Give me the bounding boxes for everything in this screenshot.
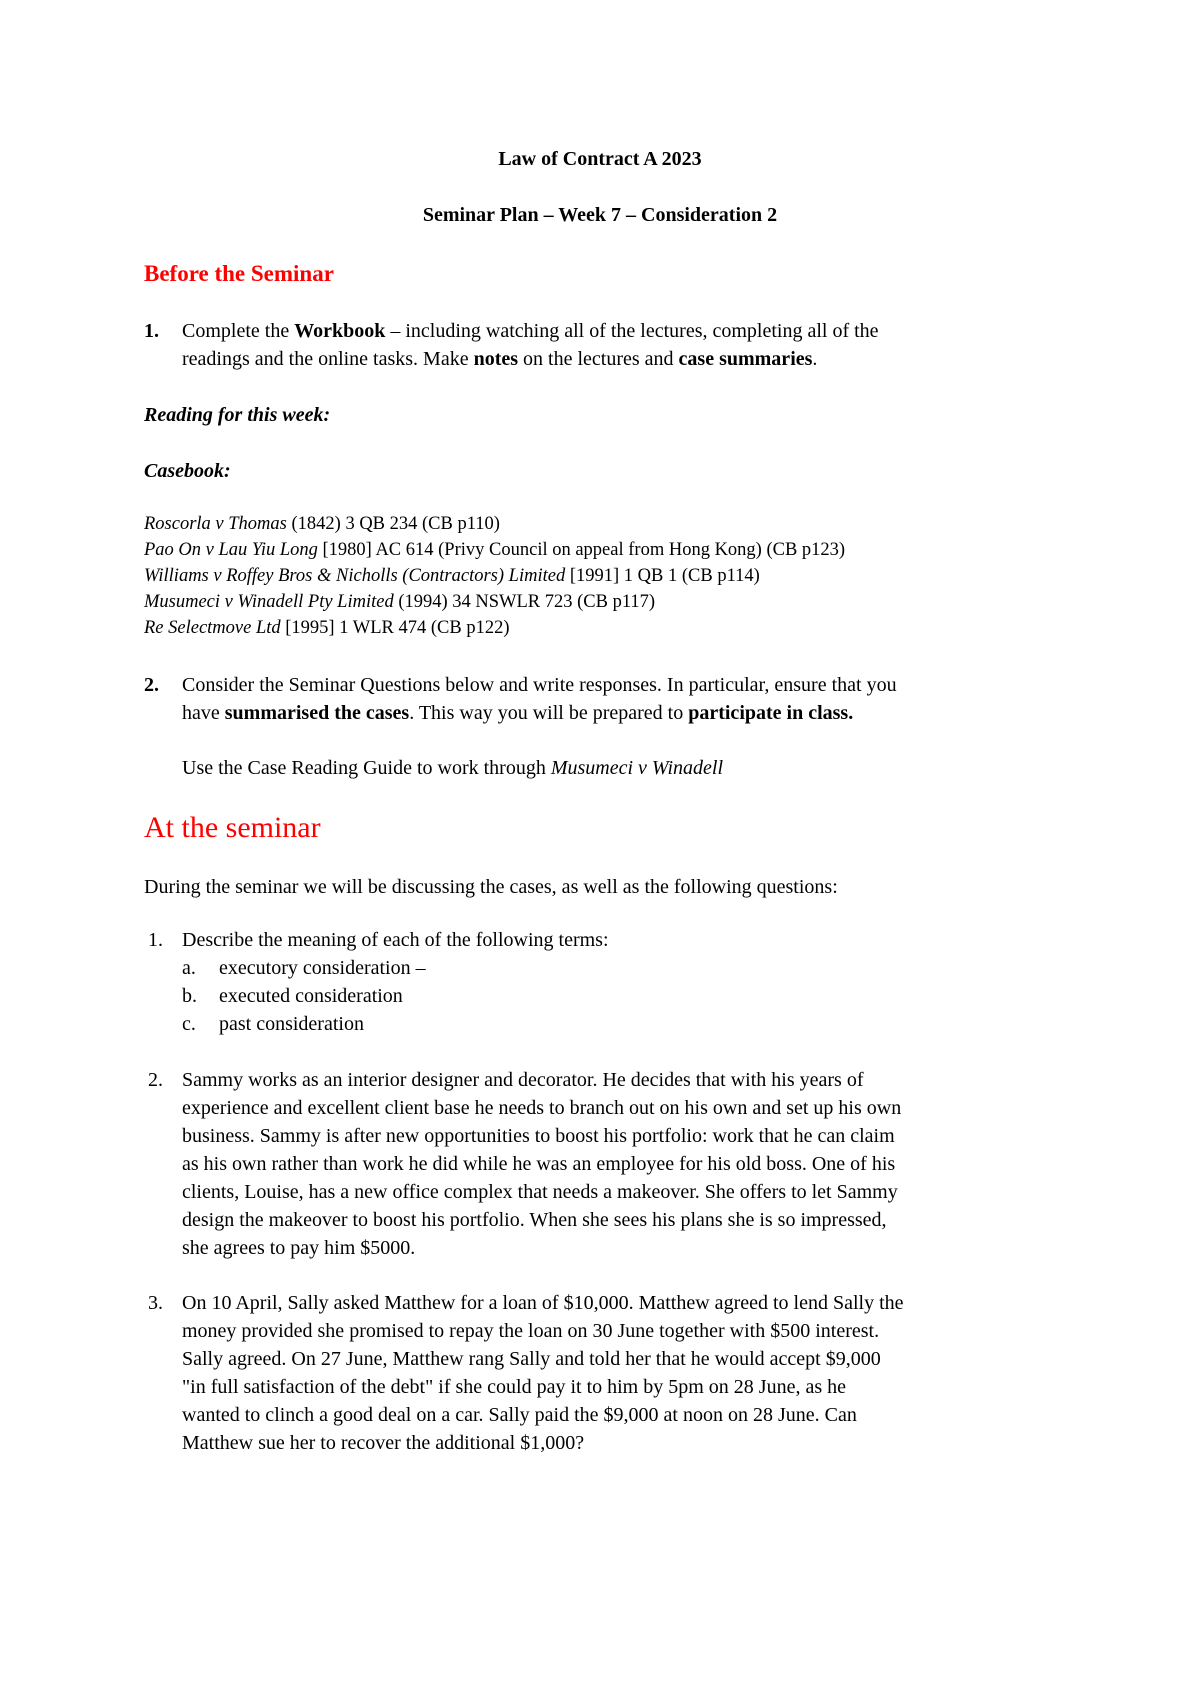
- question-2-line: as his own rather than work he did while he was an employee for his old boss. One of his: [182, 1153, 896, 1175]
- text-segment: .: [812, 348, 818, 370]
- sub-item-label: a.: [182, 957, 196, 979]
- case-name: Williams v Roffey Bros & Nicholls (Contractors) Limited: [144, 566, 566, 586]
- sub-item-text: executed consideration: [219, 985, 403, 1007]
- case-citation: [1980] AC 614 (Privy Council on appeal from Hong Kong) (CB p123): [317, 540, 846, 560]
- case-citation: (1842) 3 QB 234 (CB p110): [286, 514, 500, 534]
- case-item: [144, 592, 655, 613]
- question-2-line: design the makeover to boost his portfolio. When she sees his plans she is so impressed,: [182, 1209, 887, 1231]
- question-2-line: she agrees to pay him $5000.: [182, 1237, 416, 1259]
- case-item: [144, 514, 500, 535]
- sub-item-label: b.: [182, 985, 197, 1007]
- before-item-2-line-1: Consider the Seminar Questions below and write responses. In particular, ensure that you: [182, 674, 897, 696]
- case-name: Roscorla v Thomas: [144, 514, 287, 534]
- question-2-line: business. Sammy is after new opportunities to boost his portfolio: work that he can claim: [182, 1125, 895, 1147]
- before-item-2-number: 2.: [144, 674, 159, 696]
- case-name: Musumeci v Winadell: [550, 757, 724, 779]
- before-seminar-heading: Before the Seminar: [144, 261, 334, 286]
- summarised-cases-text: summarised the cases: [224, 702, 410, 724]
- document-title: Law of Contract A 2023: [498, 148, 702, 170]
- before-item-1-line-2: [182, 348, 817, 371]
- question-3-line: On 10 April, Sally asked Matthew for a loan of $10,000. Matthew agreed to lend Sally the: [182, 1292, 904, 1314]
- question-3-line: "in full satisfaction of the debt" if she could pay it to him by 5pm on 28 June, as he: [182, 1376, 846, 1398]
- notes-text: notes: [473, 348, 519, 370]
- before-item-2-line-2: [182, 702, 853, 725]
- sub-item-text: past consideration: [219, 1013, 364, 1035]
- workbook-text: Workbook: [294, 320, 386, 342]
- case-item: [144, 618, 509, 639]
- sub-item-label: c.: [182, 1013, 196, 1035]
- sub-item-text: executory consideration –: [219, 957, 426, 979]
- casebook-heading: Casebook:: [144, 460, 231, 482]
- before-item-1-line-1: [182, 320, 879, 343]
- case-name: Pao On v Lau Yiu Long: [144, 540, 318, 560]
- case-name: Musumeci v Winadell Pty Limited: [144, 592, 394, 612]
- question-3-number: 3.: [148, 1292, 163, 1314]
- text-segment: – including watching all of the lectures, completing all of the: [385, 320, 879, 342]
- question-1-number: 1.: [148, 929, 163, 951]
- question-2-line: experience and excellent client base he needs to branch out on his own and set up his own: [182, 1097, 902, 1119]
- participate-text: participate in class.: [688, 702, 854, 724]
- question-3-line: money provided she promised to repay the loan on 30 June together with $500 interest.: [182, 1320, 880, 1342]
- text-segment: . This way you will be prepared to: [409, 702, 689, 724]
- question-1-text: Describe the meaning of each of the following terms:: [182, 929, 609, 951]
- case-citation: (1994) 34 NSWLR 723 (CB p117): [393, 592, 656, 612]
- reading-heading: Reading for this week:: [144, 404, 331, 426]
- text-segment: on the lectures and: [518, 348, 679, 370]
- question-3-line: wanted to clinch a good deal on a car. Sally paid the $9,000 at noon on 28 June. Can: [182, 1404, 857, 1426]
- at-seminar-intro: During the seminar we will be discussing the cases, as well as the following questions:: [144, 876, 838, 898]
- case-name: Re Selectmove Ltd: [144, 618, 281, 638]
- text-segment: Complete the: [182, 320, 295, 342]
- case-item: [144, 540, 845, 561]
- question-2-line: clients, Louise, has a new office complex that needs a makeover. She offers to let Sammy: [182, 1181, 898, 1203]
- case-summaries-text: case summaries: [678, 348, 813, 370]
- text-segment: readings and the online tasks. Make: [182, 348, 474, 370]
- text-segment: have: [182, 702, 225, 724]
- at-seminar-heading: At the seminar: [144, 811, 321, 844]
- document-subtitle: Seminar Plan – Week 7 – Consideration 2: [422, 204, 778, 226]
- case-citation: [1991] 1 QB 1 (CB p114): [565, 566, 760, 586]
- question-3-line: Sally agreed. On 27 June, Matthew rang Sally and told her that he would accept $9,000: [182, 1348, 881, 1370]
- text-segment: Use the Case Reading Guide to work through: [182, 757, 551, 779]
- before-item-1-number: 1.: [144, 320, 159, 342]
- question-3-line: Matthew sue her to recover the additional $1,000?: [182, 1432, 585, 1454]
- case-item: [144, 566, 760, 587]
- case-reading-guide-line: [182, 757, 723, 780]
- case-citation: [1995] 1 WLR 474 (CB p122): [280, 618, 510, 638]
- question-2-number: 2.: [148, 1069, 163, 1091]
- question-2-line: Sammy works as an interior designer and decorator. He decides that with his years of: [182, 1069, 864, 1091]
